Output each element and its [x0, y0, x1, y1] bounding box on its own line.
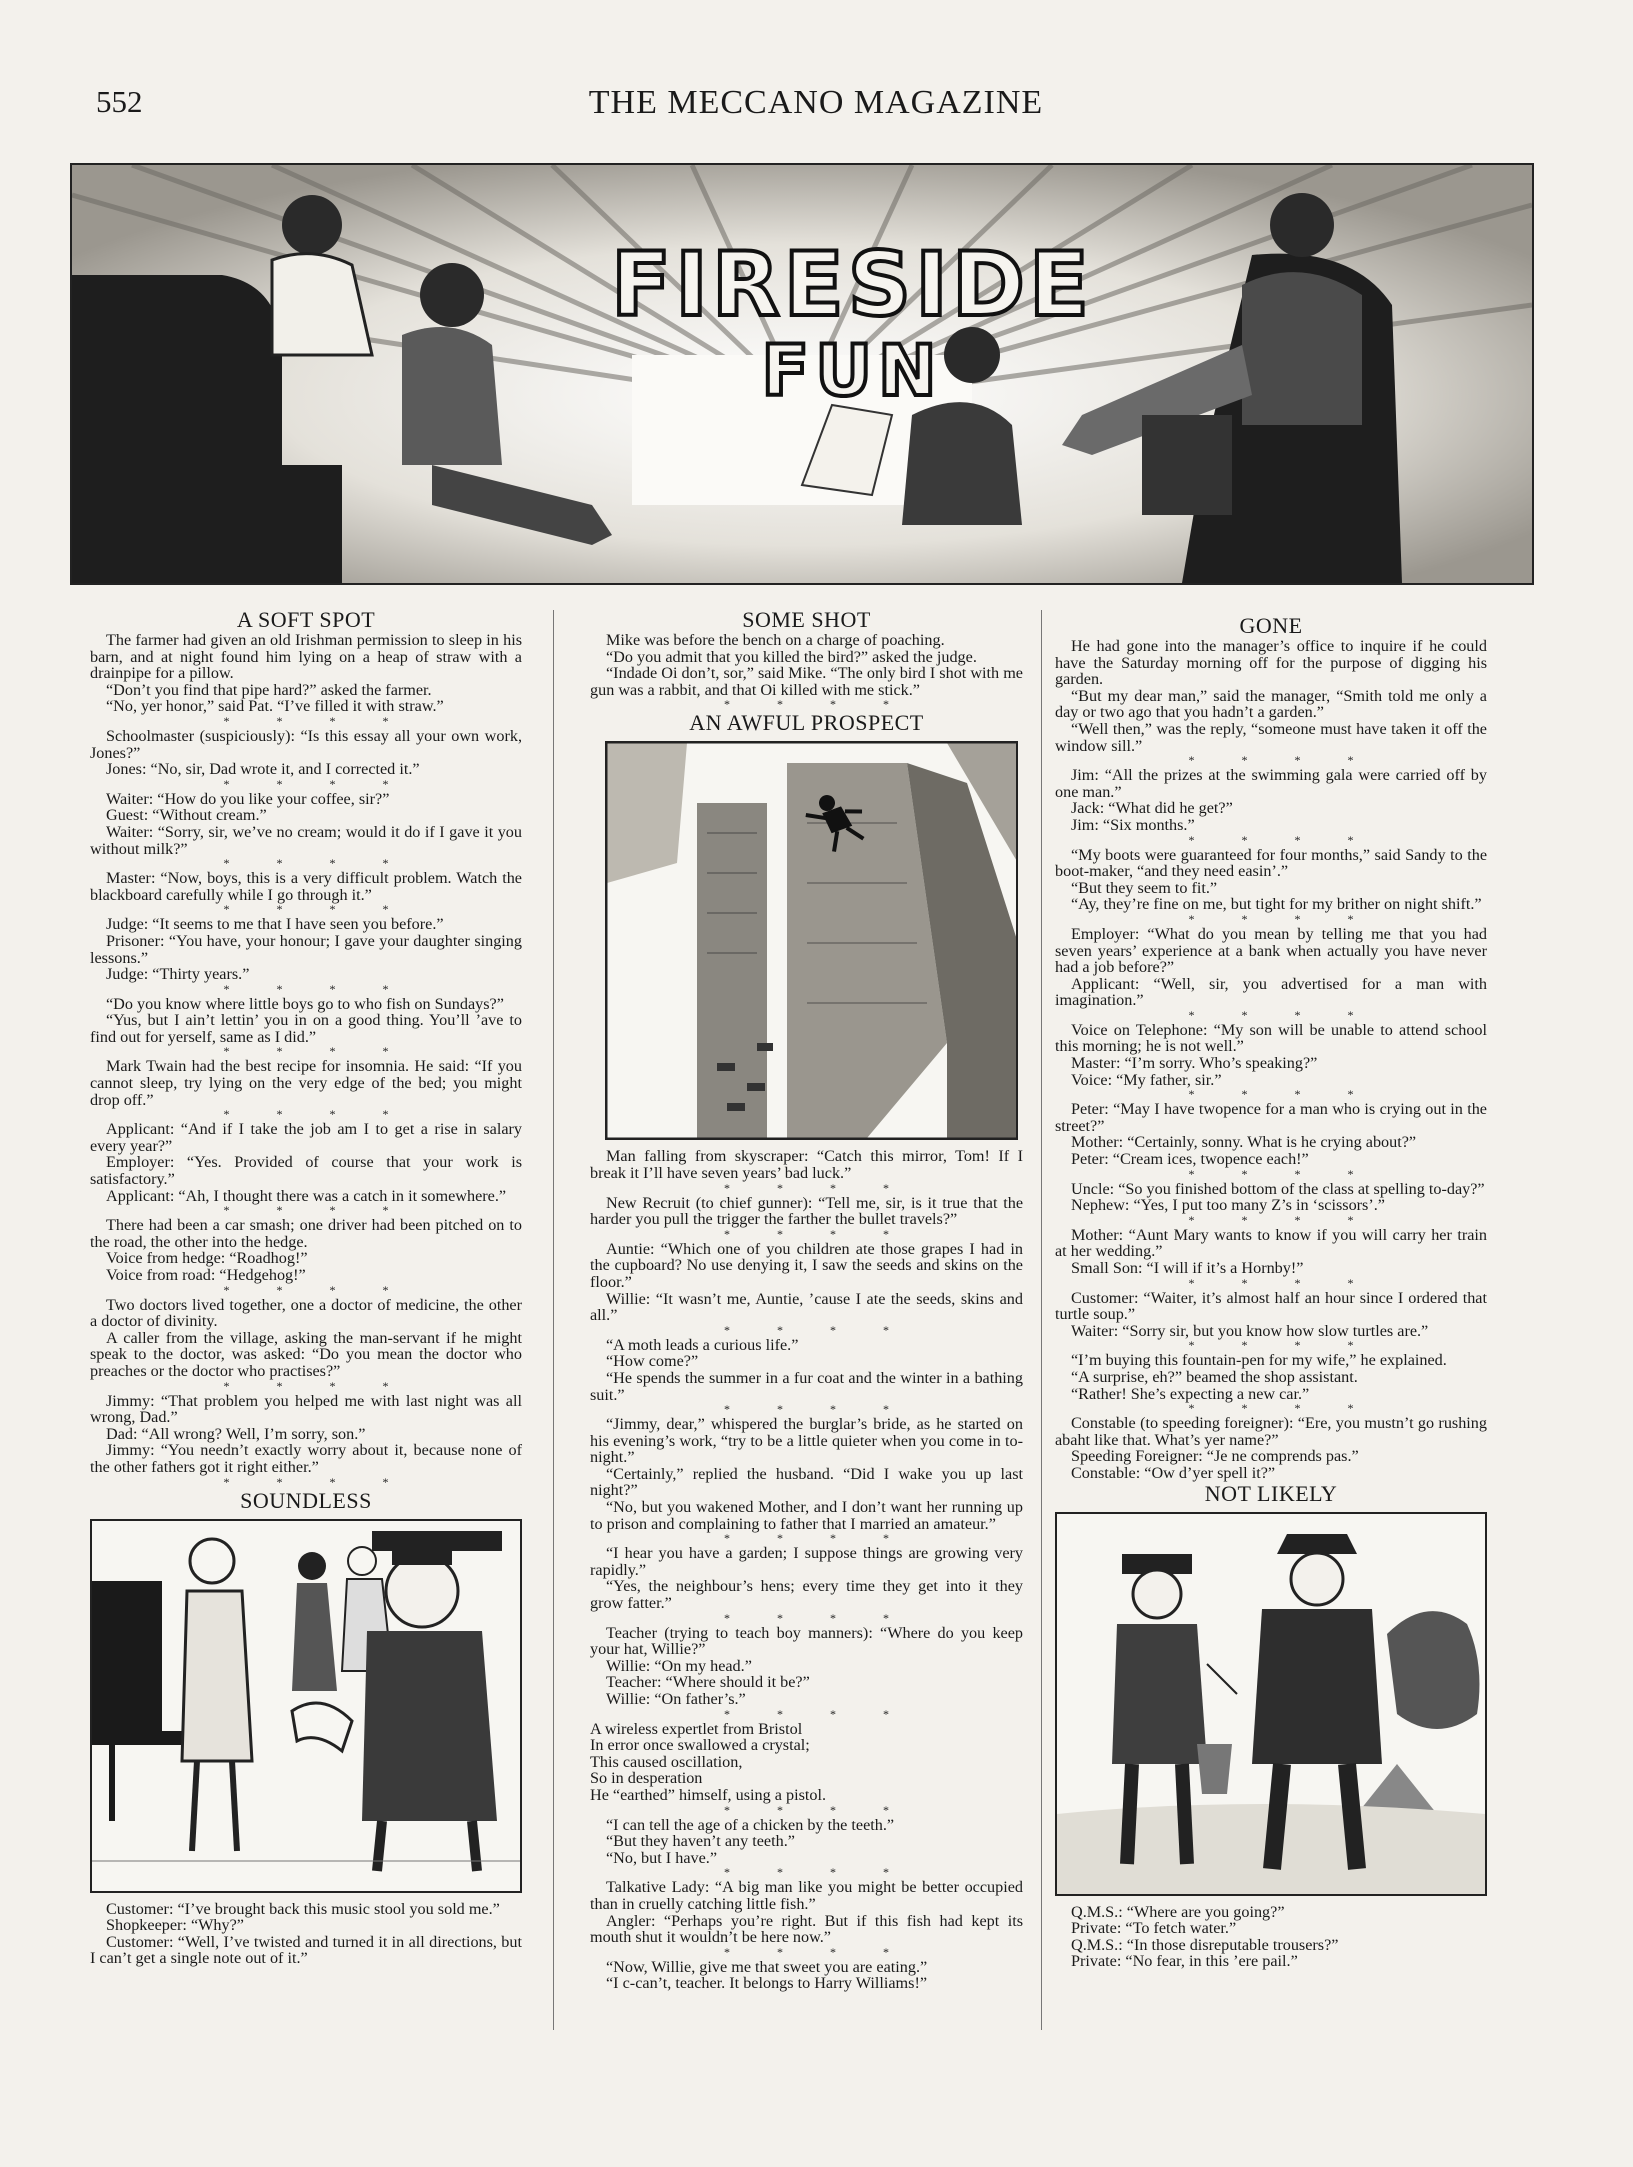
star-separator: * * * * [1188, 1212, 1376, 1227]
joke-paragraph: Uncle: “So you finished bottom of the class at spelling to-day?” [1071, 1179, 1485, 1198]
joke-paragraph: Willie: “It wasn’t me, Auntie, ’cause I ate the seeds, skins and all.” [590, 1289, 1023, 1325]
joke-paragraph: Mother: “Aunt Mary wants to know if you will carry her train at her wedding.” [1055, 1225, 1487, 1261]
joke-paragraph: Waiter: “Sorry sir, but you know how slow turtles are.” [1071, 1321, 1429, 1340]
joke-paragraph: Waiter: “Sorry, sir, we’ve no cream; would it do if I gave it you without milk?” [90, 822, 522, 858]
star-separator: * * * * [1188, 1338, 1376, 1353]
star-separator: * * * * [724, 697, 911, 712]
joke-paragraph: “My boots were guaranteed for four months,” said Sandy to the boot-maker, “and they need easin’.” [1055, 845, 1487, 881]
joke-paragraph: Peter: “May I have twopence for a man who is crying out in the street?” [1055, 1100, 1487, 1135]
star-separator: * * * * [724, 1531, 911, 1546]
joke-paragraph: “Yus, but I ain’t lettin’ you in on a good thing. You’ll ’ave to find out for yerself, same as I did.” [90, 1011, 522, 1046]
heading-not-likely: NOT LIKELY [1204, 1480, 1338, 1506]
heading-soundless: SOUNDLESS [240, 1487, 372, 1513]
star-separator: * * * * [724, 1402, 911, 1417]
joke-paragraph: Applicant: “And if I take the job am I to get a rise in salary every year?” [90, 1120, 522, 1155]
joke-paragraph: Employer: “Yes. Provided of course that your work is satisfactory.” [90, 1153, 522, 1189]
joke-paragraph: “Do you know where little boys go to who fish on Sundays?” [106, 994, 504, 1013]
joke-paragraph: “No, but you wakened Mother, and I don’t want her running up to prison and complaining to father that I married an amateur.” [590, 1498, 1023, 1533]
joke-paragraph: Jimmy: “That problem you helped me with last night was all wrong, Dad.” [90, 1391, 522, 1427]
joke-paragraph: “Do you admit that you killed the bird?” asked the judge. [606, 647, 977, 666]
joke-paragraph: Mark Twain had the best recipe for insomnia. He said: “If you cannot sleep, try lying on the very edge of the bed; you might drop off.” [90, 1057, 522, 1109]
star-separator: * * * * [724, 1226, 911, 1241]
star-separator: * * * * [223, 1203, 411, 1218]
heading-a-soft-spot: A SOFT SPOT [236, 607, 376, 632]
joke-paragraph: “Rather! She’s expecting a new car.” [1071, 1384, 1310, 1403]
joke-paragraph: Auntie: “Which one of you children ate those grapes I had in the cupboard? No use denying it, I saw the seeds and skins on the floor.” [590, 1239, 1023, 1291]
star-separator: * * * * [724, 1944, 911, 1959]
star-separator: * * * * [724, 1610, 911, 1625]
joke-paragraph: Voice from road: “Hedgehog!” [106, 1266, 306, 1284]
joke-paragraph: Peter: “Cream ices, twopence each!” [1071, 1150, 1309, 1169]
limerick-line: So in desperation [590, 1769, 703, 1788]
joke-paragraph: Applicant: “Ah, I thought there was a catch in it somewhere.” [106, 1186, 507, 1205]
joke-paragraph: “Certainly,” replied the husband. “Did I wake you up last night?” [590, 1464, 1023, 1500]
joke-paragraph: “Well then,” was the reply, “someone must have taken it off the window sill.” [1055, 719, 1487, 755]
star-separator: * * * * [1188, 911, 1376, 926]
star-separator: * * * * [223, 856, 411, 871]
joke-paragraph: “But my dear man,” said the manager, “Smith told me only a day or two ago that you hadn’t a garden.” [1055, 686, 1487, 722]
column-rule-right [1041, 610, 1042, 2030]
joke-paragraph: There had been a car smash; one driver had been pitched on to the road, the other into the hedge. [90, 1216, 522, 1251]
column-rule-left [553, 610, 554, 2030]
heading-some-shot: SOME SHOT [742, 607, 871, 632]
joke-paragraph: Teacher: “Where should it be?” [606, 1673, 810, 1692]
limerick-line: In error once swallowed a crystal; [590, 1736, 810, 1755]
limerick-line: A wireless expertlet from Bristol [590, 1719, 803, 1738]
star-separator: * * * * [1188, 1007, 1376, 1022]
star-separator: * * * * [223, 713, 411, 728]
cartoon-caption: Q.M.S.: “Where are you going?” [1071, 1902, 1285, 1921]
cartoon-caption: Customer: “Well, I’ve twisted and turned it in all directions, but I can’t get a single note out of it.” [90, 1932, 522, 1968]
joke-paragraph: New Recruit (to chief gunner): “Tell me, sir, is it true that the harder you pull the trigger the farther the bullet travels?” [590, 1193, 1023, 1229]
joke-paragraph: Jones: “No, sir, Dad wrote it, and I corrected it.” [106, 760, 420, 779]
joke-paragraph: Waiter: “How do you like your coffee, sir?” [106, 789, 390, 808]
joke-paragraph: “But they haven’t any teeth.” [606, 1832, 795, 1851]
joke-paragraph: Teacher (trying to teach boy manners): “Where do you keep your hat, Willie?” [590, 1623, 1023, 1659]
joke-paragraph: Willie: “On my head.” [606, 1656, 752, 1675]
joke-paragraph: Dad: “All wrong? Well, I’m sorry, son.” [106, 1424, 366, 1443]
banner-title-fun: FUN [761, 330, 943, 412]
joke-paragraph: “He spends the summer in a fur coat and the winter in a bathing suit.” [590, 1368, 1023, 1404]
joke-paragraph: “I can tell the age of a chicken by the teeth.” [606, 1815, 895, 1834]
joke-paragraph: “Ay, they’re fine on me, but tight for my brither on night shift.” [1071, 895, 1482, 914]
joke-paragraph: Jimmy: “You needn’t exactly worry about it, because none of the other fathers got it right either.” [90, 1441, 522, 1476]
joke-paragraph: “No, yer honor,” said Pat. “I’ve filled it with straw.” [106, 697, 444, 716]
star-separator: * * * * [724, 1180, 911, 1195]
cartoon-caption: Private: “To fetch water.” [1071, 1919, 1237, 1938]
joke-paragraph: “A moth leads a curious life.” [606, 1335, 799, 1354]
star-separator: * * * * [1188, 1275, 1376, 1290]
star-separator: * * * * [223, 1107, 411, 1122]
limerick [590, 1721, 1023, 1804]
column-3 [1055, 614, 1487, 1970]
page-header [96, 84, 1536, 124]
column-2 [590, 608, 1023, 1992]
joke-paragraph: “I hear you have a garden; I suppose things are growing very rapidly.” [590, 1544, 1023, 1579]
star-separator: * * * * [724, 1322, 911, 1337]
star-separator: * * * * [1188, 832, 1376, 847]
banner-title-fireside: FIRESIDE [610, 233, 1094, 336]
joke-paragraph: Mike was before the bench on a charge of poaching. [606, 631, 945, 649]
joke-paragraph: “But they seem to fit.” [1071, 878, 1218, 897]
joke-paragraph: Constable (to speeding foreigner): “Ere, you mustn’t go rushing abaht like that. What’s yer name?” [1055, 1414, 1487, 1449]
joke-paragraph: Voice on Telephone: “My son will be unable to attend school this morning; he is not well.” [1055, 1020, 1487, 1056]
joke-paragraph: Mother: “Certainly, sonny. What is he crying about?” [1071, 1133, 1417, 1152]
star-separator: * * * * [223, 776, 411, 791]
joke-paragraph: Employer: “What do you mean by telling me that you had seven years’ experience at a bank when actually you have never had a job before?” [1055, 924, 1487, 977]
magazine-title: THE MECCANO MAGAZINE [588, 84, 1044, 121]
limerick-line: This caused oscillation, [590, 1752, 743, 1771]
joke-paragraph: A caller from the village, asking the man-servant if he might speak to the doctor, was asked: “Do you mean the doctor who preaches or the doctor who practises?” [90, 1328, 522, 1380]
cartoon-caption: Q.M.S.: “In those disreputable trousers?” [1071, 1935, 1339, 1954]
joke-paragraph: “How come?” [606, 1352, 699, 1371]
joke-paragraph: He had gone into the manager’s office to inquire if he could have the Saturday morning off for the purpose of digging his garden. [1055, 637, 1487, 689]
joke-paragraph: Customer: “Waiter, it’s almost half an hour since I ordered that turtle soup.” [1055, 1288, 1487, 1324]
joke-paragraph: Willie: “On father’s.” [606, 1690, 746, 1708]
joke-paragraph: Voice from hedge: “Roadhog!” [106, 1249, 308, 1268]
joke-paragraph: “Indade Oi don’t, sor,” said Mike. “The only bird I shot with me gun was a rabbit, and that Oi killed with me stick.” [590, 664, 1023, 699]
joke-paragraph: Angler: “Perhaps you’re right. But if this fish had kept its mouth shut it wouldn’t be here now.” [590, 1911, 1023, 1947]
limerick-line: He “earthed” himself, using a pistol. [590, 1785, 826, 1804]
joke-paragraph: Nephew: “Yes, I put too many Z’s in ‘scissors’.” [1071, 1196, 1385, 1215]
joke-paragraph: Speeding Foreigner: “Je ne comprends pas.” [1071, 1447, 1359, 1466]
joke-paragraph: Constable: “Ow d’yer spell it?” [1071, 1463, 1276, 1482]
joke-paragraph: “I’m buying this fountain-pen for my wife,” he explained. [1071, 1351, 1447, 1370]
joke-paragraph: “Yes, the neighbour’s hens; every time they get into it they grow fatter.” [590, 1577, 1023, 1613]
joke-paragraph: Small Son: “I will if it’s a Hornby!” [1071, 1259, 1304, 1277]
page-number: 552 [96, 84, 143, 119]
heading-an-awful-prospect: AN AWFUL PROSPECT [689, 710, 924, 736]
joke-paragraph: “I c-can’t, teacher. It belongs to Harry Williams!” [606, 1974, 928, 1993]
joke-paragraph: Judge: “It seems to me that I have seen you before.” [106, 915, 444, 934]
star-separator: * * * * [724, 1865, 911, 1880]
star-separator: * * * * [223, 902, 411, 917]
star-separator: * * * * [223, 1474, 411, 1489]
cartoon-caption: Private: “No fear, in this ’ere pail.” [1071, 1952, 1298, 1971]
joke-paragraph: Master: “I’m sorry. Who’s speaking?” [1071, 1054, 1318, 1073]
star-separator: * * * * [223, 1282, 411, 1297]
joke-paragraph: Applicant: “Well, sir, you advertised for a man with imagination.” [1055, 974, 1487, 1010]
joke-paragraph: Jim: “All the prizes at the swimming gala were carried off by one man.” [1055, 766, 1487, 801]
cartoon-caption: Man falling from skyscraper: “Catch this mirror, Tom! If I break it I’ll have seven years’ bad luck.” [590, 1147, 1023, 1182]
star-separator: * * * * [1188, 1401, 1376, 1416]
star-separator: * * * * [724, 1706, 911, 1721]
column-1 [90, 608, 522, 1967]
cartoon-caption: Shopkeeper: “Why?” [106, 1916, 244, 1935]
skyscraper-cartoon [605, 741, 1018, 1140]
heading-gone: GONE [1239, 613, 1303, 638]
joke-paragraph: “Don’t you find that pipe hard?” asked the farmer. [106, 680, 432, 699]
joke-paragraph: Schoolmaster (suspiciously): “Is this essay all your own work, Jones?” [90, 726, 522, 762]
joke-paragraph: Talkative Lady: “A big man like you might be better occupied than in cruelly catching little fish.” [590, 1878, 1023, 1913]
star-separator: * * * * [724, 1802, 911, 1817]
joke-paragraph: “Now, Willie, give me that sweet you are eating.” [606, 1957, 928, 1976]
joke-paragraph: “No, but I have.” [606, 1848, 718, 1867]
fireside-fun-banner-illustration [70, 163, 1534, 585]
star-separator: * * * * [223, 981, 411, 996]
star-separator: * * * * [223, 1378, 411, 1393]
joke-paragraph: Jim: “Six months.” [1071, 815, 1195, 834]
cartoon-caption: Customer: “I’ve brought back this music stool you sold me.” [106, 1899, 500, 1918]
joke-paragraph: Judge: “Thirty years.” [106, 965, 250, 984]
star-separator: * * * * [1188, 1166, 1376, 1181]
star-separator: * * * * [223, 1044, 411, 1059]
joke-paragraph: The farmer had given an old Irishman permission to sleep in his barn, and at night found him lying on a heap of straw with a drainpipe for a pillow. [90, 631, 522, 683]
joke-paragraph: Guest: “Without cream.” [106, 806, 267, 825]
star-separator: * * * * [1188, 1087, 1376, 1102]
joke-paragraph: “A surprise, eh?” beamed the shop assistant. [1071, 1367, 1358, 1386]
star-separator: * * * * [1188, 753, 1376, 768]
joke-paragraph: Prisoner: “You have, your honour; I gave your daughter singing lessons.” [90, 931, 522, 967]
joke-paragraph: Voice: “My father, sir.” [1071, 1070, 1222, 1089]
soundless-cartoon [90, 1519, 522, 1893]
joke-paragraph: Master: “Now, boys, this is a very difficult problem. Watch the blackboard carefully while I go through it.” [90, 869, 522, 904]
joke-paragraph: Two doctors lived together, one a doctor of medicine, the other a doctor of divinity. [90, 1295, 522, 1331]
joke-paragraph: “Jimmy, dear,” whispered the burglar’s bride, as he started on his evening’s work, “try to be a little quieter when you come in to-night.” [590, 1415, 1023, 1467]
joke-paragraph: Jack: “What did he get?” [1071, 799, 1233, 818]
not-likely-cartoon [1055, 1512, 1487, 1896]
